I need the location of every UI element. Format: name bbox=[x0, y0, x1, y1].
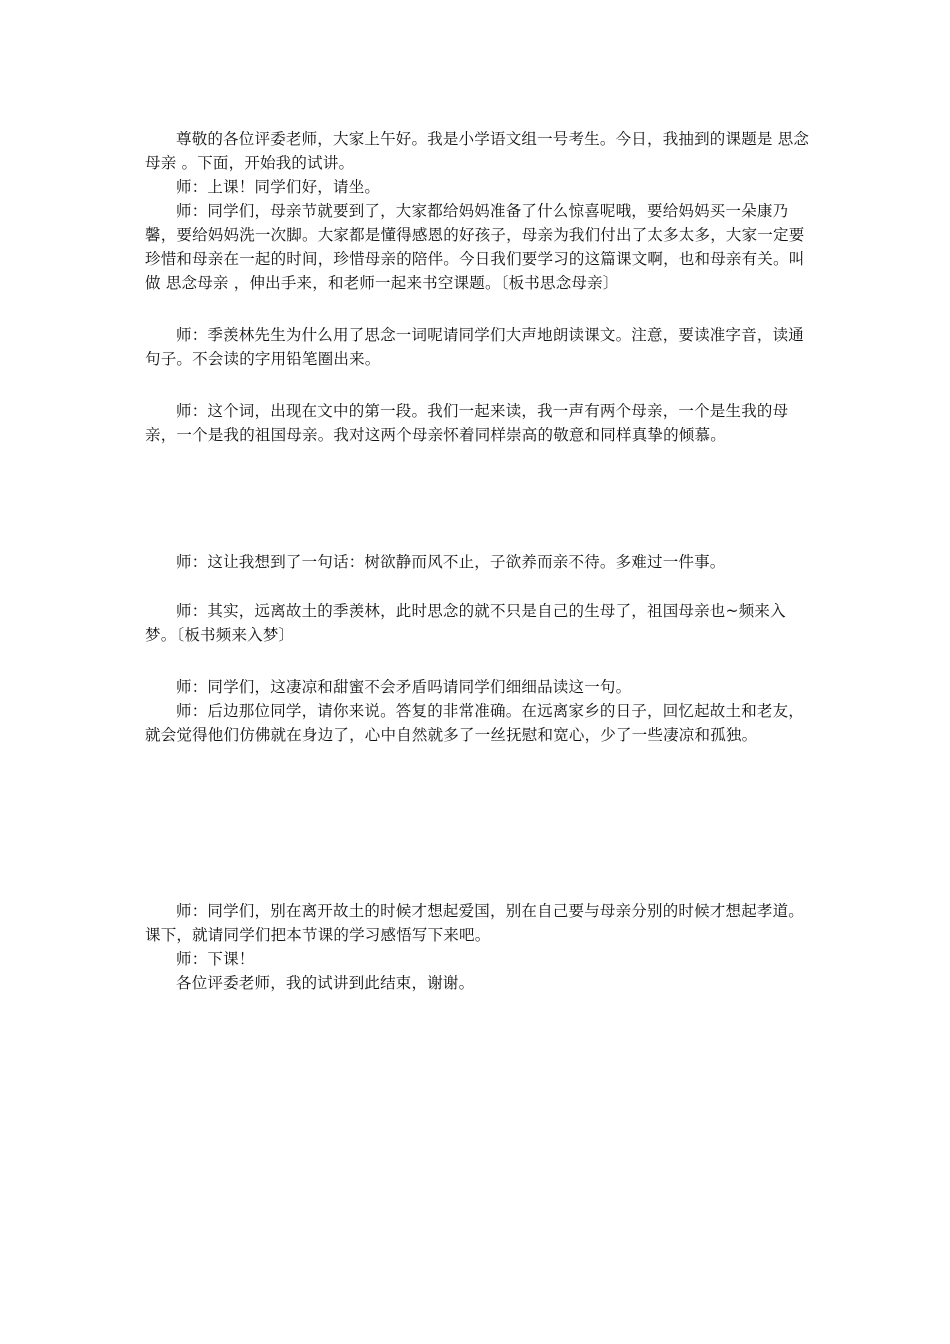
paragraph-greeting: 尊敬的各位评委老师，大家上午好。我是小学语文组一号考生。今日，我抽到的课题是 思念母亲 。下面，开始我的试讲。 bbox=[145, 130, 810, 172]
paragraph-motherland-dream: 师：其实，远离故土的季羡林，此时思念的就不只是自己的生母了，祖国母亲也~频来入梦。〔板书频来入梦〕 bbox=[145, 602, 786, 644]
paragraph-student-answer: 师：后边那位同学，请你来说。答复的非常准确。在远离家乡的日子，回忆起故土和老友，就会觉得他们仿佛就在身边了，心中自然就多了一丝抚慰和宽心，少了一些凄凉和孤独。 bbox=[145, 702, 805, 744]
paragraph-introduction: 师：同学们，母亲节就要到了，大家都给妈妈准备了什么惊喜呢哦，要给妈妈买一朵康乃馨，要给妈妈洗一次脚。大家都是懂得感恩的好孩子，母亲为我们付出了太多太多，大家一定要珍惜和母亲在一起的时间，珍惜母亲的陪伴。今日我们要学习的这篇课文啊，也和母亲有关。叫做 思念母亲 ，伸出手来，和老师一起来书空课题。〔板书思念母亲〕 bbox=[145, 202, 805, 292]
paragraph-conclusion: 各位评委老师，我的试讲到此结束，谢谢。 bbox=[176, 974, 475, 992]
paragraph-first-section: 师：这个词，出现在文中的第一段。我们一起来读，我一声有两个母亲，一个是生我的母亲，一个是我的祖国母亲。我对这两个母亲怀着同样崇高的敬意和同样真挚的倾慕。 bbox=[145, 402, 789, 444]
paragraph-class-start: 师：上课！同学们好，请坐。 bbox=[176, 178, 381, 196]
paragraph-class-end: 师：下课！ bbox=[176, 950, 255, 968]
paragraph-closing-assignment: 师：同学们，别在离开故土的时候才想起爱国，别在自己要与母亲分别的时候才想起孝道。课下，就请同学们把本节课的学习感悟写下来吧。 bbox=[145, 902, 805, 944]
paragraph-contrast-question: 师：同学们，这凄凉和甜蜜不会矛盾吗请同学们细细品读这一句。 bbox=[176, 678, 632, 696]
paragraph-reading-instruction: 师：季羡林先生为什么用了思念一词呢请同学们大声地朗读课文。注意，要读准字音，读通句子。不会读的字用铅笔圈出来。 bbox=[145, 326, 805, 368]
paragraph-proverb: 师：这让我想到了一句话：树欲静而风不止，子欲养而亲不待。多难过一件事。 bbox=[176, 553, 726, 571]
